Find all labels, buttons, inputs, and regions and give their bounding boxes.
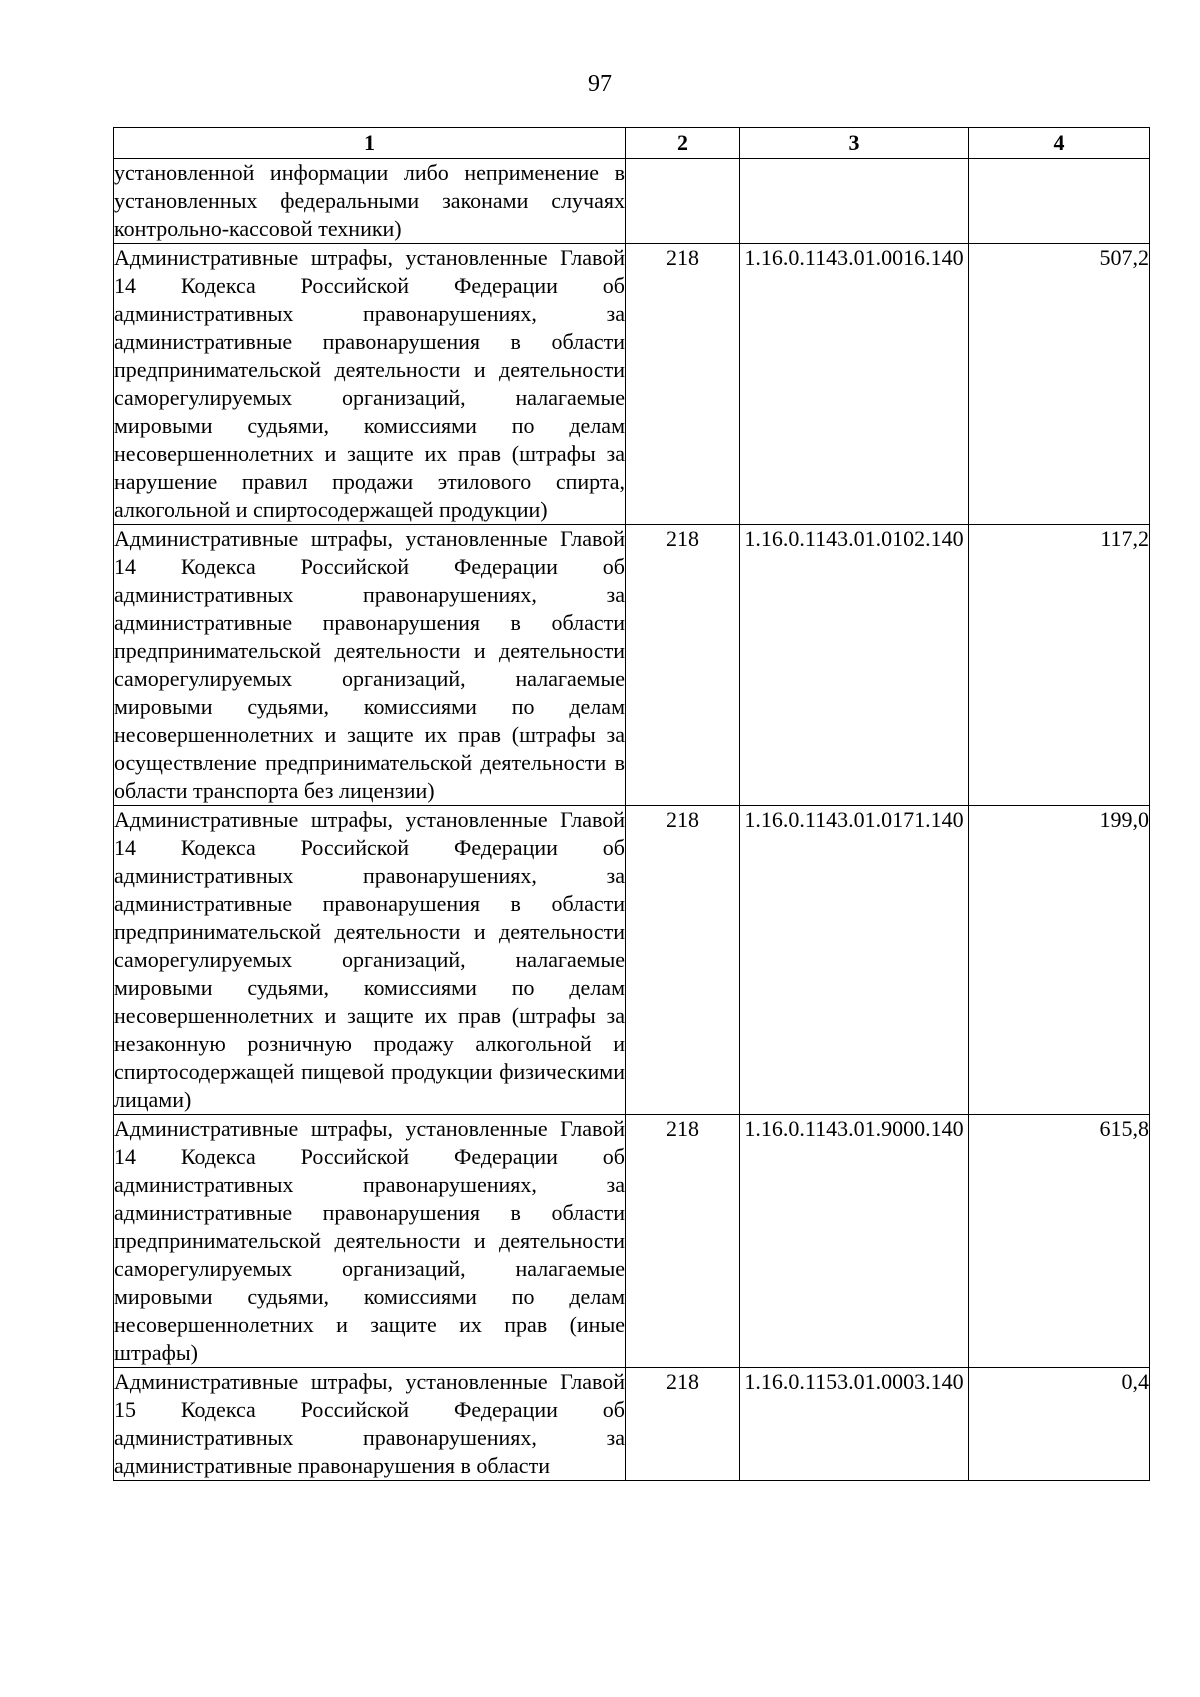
table-row	[114, 244, 1150, 525]
row-amount: 117,2	[969, 525, 1150, 806]
table-row	[114, 159, 1150, 244]
row-description: Административные штрафы, установленные Главой 14 Кодекса Российской Федерации об административных правонарушениях, за административные правонарушения в области предпринимательской деятельности и деятельности саморегулируемых организаций, налагаемые мировыми судьями, комиссиями по делам несовершеннолетних и защите их прав (иные штрафы)	[114, 1115, 626, 1368]
code-text: 1.16.0.1143.01.0102.140	[744, 526, 964, 551]
row-amount: 199,0	[969, 806, 1150, 1115]
page-number: 97	[588, 71, 612, 97]
table-row	[114, 806, 1150, 1115]
row-col2: 218	[626, 525, 740, 806]
code-text: 1.16.0.1143.01.9000.140	[744, 1116, 964, 1141]
row-code	[740, 244, 969, 525]
table-row	[114, 1368, 1150, 1481]
row-col2: 218	[626, 1115, 740, 1368]
row-amount: 507,2	[969, 244, 1150, 525]
table-row	[114, 525, 1150, 806]
table-header-row	[114, 128, 1150, 159]
row-amount: 615,8	[969, 1115, 1150, 1368]
row-description: Административные штрафы, установленные Главой 14 Кодекса Российской Федерации об административных правонарушениях, за административные правонарушения в области предпринимательской деятельности и деятельности саморегулируемых организаций, налагаемые мировыми судьями, комиссиями по делам несовершеннолетних и защите их прав (штрафы за осуществление предпринимательской деятельности в области транспорта без лицензии)	[114, 525, 626, 806]
row-code	[740, 806, 969, 1115]
row-col2	[626, 159, 740, 244]
header-col-3: 3	[740, 128, 969, 159]
row-description: Административные штрафы, установленные Главой 14 Кодекса Российской Федерации об административных правонарушениях, за административные правонарушения в области предпринимательской деятельности и деятельности саморегулируемых организаций, налагаемые мировыми судьями, комиссиями по делам несовершеннолетних и защите их прав (штрафы за нарушение правил продажи этилового спирта, алкогольной и спиртосодержащей продукции)	[114, 244, 626, 525]
row-col2: 218	[626, 1368, 740, 1481]
row-code	[740, 159, 969, 244]
row-col2: 218	[626, 244, 740, 525]
header-col-2: 2	[626, 128, 740, 159]
code-text: 1.16.0.1153.01.0003.140	[744, 1369, 964, 1394]
row-description: установленной информации либо неприменение в установленных федеральными законами случаях контрольно-кассовой техники)	[114, 159, 626, 244]
row-code	[740, 1368, 969, 1481]
row-description: Административные штрафы, установленные Главой 14 Кодекса Российской Федерации об административных правонарушениях, за административные правонарушения в области предпринимательской деятельности и деятельности саморегулируемых организаций, налагаемые мировыми судьями, комиссиями по делам несовершеннолетних и защите их прав (штрафы за незаконную розничную продажу алкогольной и спиртосодержащей пищевой продукции физическими лицами)	[114, 806, 626, 1115]
table-row	[114, 1115, 1150, 1368]
row-amount	[969, 159, 1150, 244]
header-col-1: 1	[114, 128, 626, 159]
row-amount: 0,4	[969, 1368, 1150, 1481]
row-col2: 218	[626, 806, 740, 1115]
row-code	[740, 1115, 969, 1368]
budget-table	[113, 127, 1150, 1481]
header-col-4: 4	[969, 128, 1150, 159]
code-text: 1.16.0.1143.01.0171.140	[744, 807, 964, 832]
row-code	[740, 525, 969, 806]
code-text: 1.16.0.1143.01.0016.140	[744, 245, 964, 270]
row-description: Административные штрафы, установленные Главой 15 Кодекса Российской Федерации об административных правонарушениях, за административные правонарушения в области	[114, 1368, 626, 1481]
